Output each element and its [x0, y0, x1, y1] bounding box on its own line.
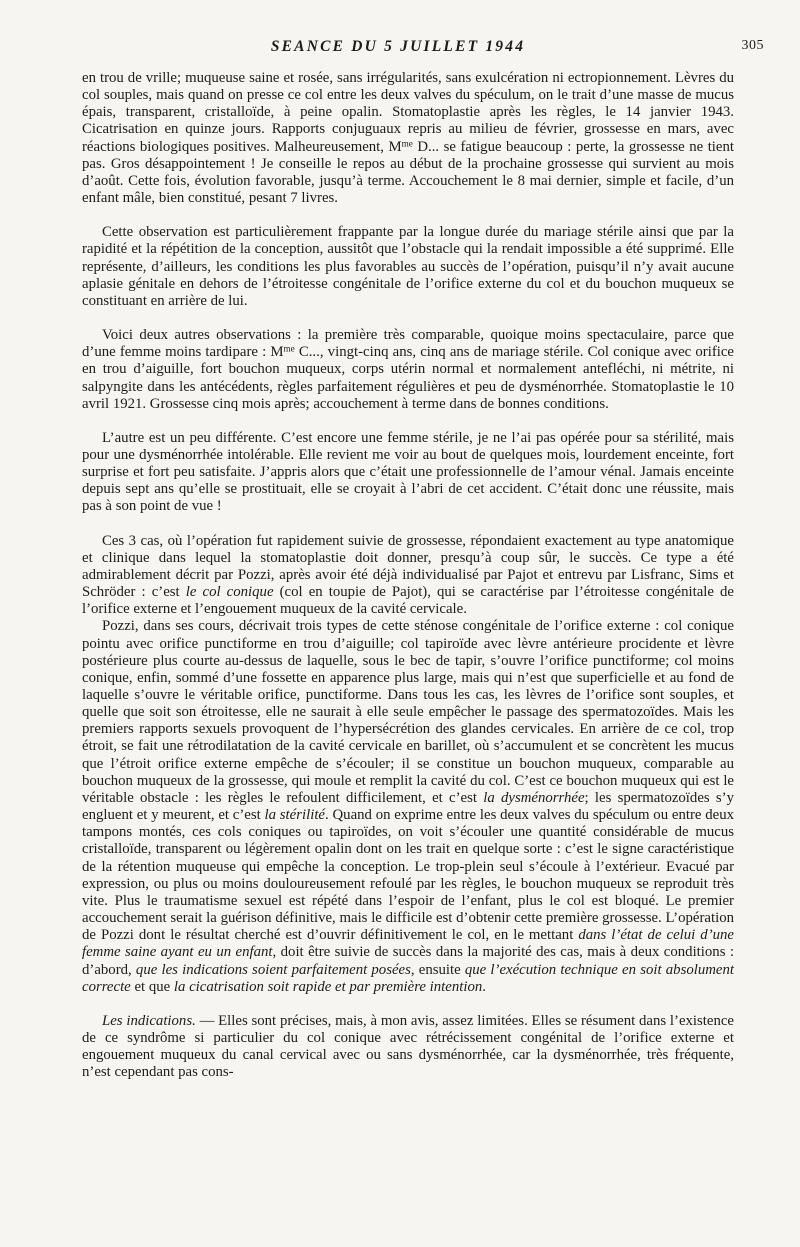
- emphasis-etat-femme-saine: dans l’état de celui d’une femme saine ayant eu un enfant: [82, 927, 734, 961]
- paragraph-gap: [82, 413, 734, 430]
- paragraph-6-text-c: . Quand on exprime entre les deux valves du spéculum ou entre deux tampons montés, ces cols coniques ou tapiroïdes, on voit s’écouler une quantité considérable de mucus cristalloïde, transparent ou légèrement opalin dont on les trait en quelque sorte : c’est le signe caractéristique de la rétention muqueuse qui empêche la conception. Le trop-plein seul s’écoule à l’extérieur. Evacué par expression, ou plus ou moins douloureusement refoulé par les règles, le bouchon muqueux se reproduit très vite. Plus le traumatisme sexuel est répété dans l’espoir de l’enfant, plus le col est bloqué. Le premier accouchement serait la guérison définitive, mais le difficile est d’obtenir cette première grossesse. L’opération de Pozzi dont le résultat cherché est d’ouvrir définitivement le col, en le mettant: [82, 807, 734, 944]
- paragraph-6-text-b: ; les spermatozoïdes s’y engluent et y meurent, et c’est: [82, 789, 734, 824]
- paragraph-gap: [82, 516, 734, 533]
- paragraph-1-text-a: en trou de vrille; muqueuse saine et rosée, sans irrégularités, sans exulcération ni ectropionnement. Lèvres du col souples, mais quand on presse ce col entre les deux valves du spéculum, on le trait d’une masse de mucus épais, transparent, cristalloïde, à peine opalin. Stomatoplastie après les règles, le 14 janvier 1943. Cicatrisation en quinze jours. Rapports conjuguaux repris au milieu de février, grossesse en mars, avec réactions biologiques positives. Malheureusement, M: [82, 70, 734, 155]
- paragraph-gap: [82, 996, 734, 1013]
- section-heading-indications: Les indications.: [102, 1012, 196, 1029]
- paragraph-1: [82, 70, 734, 207]
- paragraph-3-text-b: C..., vingt-cinq ans, cinq ans de mariage stérile. Col conique avec orifice en trou d’aiguille, fort bouchon muqueux, corps utérin normal et normalement antefléchi, ni métrite, ni salpyngite dans les antécédents, règles parfaitement régulières et peu de dysménorrhée. Stomatoplastie le 10 avril 1921. Grossesse cinq mois après; accouchement à terme dans de bonnes conditions.: [82, 344, 734, 412]
- paragraph-6-text-g: .: [482, 978, 486, 995]
- paragraph-7: [82, 1013, 734, 1082]
- paragraph-7-text: — Elles sont précises, mais, à mon avis, assez limitées. Elles se résument dans l’existence de ce syndrôme si particulier du col conique avec rétrécissement congénital de l’orifice externe et engouement muqueux du canal cervical avec ou sans dysménorrhée, car la dysménorrhée, très fréquente, n’est cependant pas cons-: [82, 1012, 734, 1081]
- paragraph-1-text-b: D... se fatigue beaucoup : perte, la grossesse ne tient pas. Gros désappointement ! Je conseille le repos au début de la prochaine grossesse qui survient au mois d’août. Cette fois, évolution favorable, jusqu’à terme. Accouchement le 8 mai dernier, simple et facile, d’un enfant mâle, bien constitué, pesant 7 livres.: [82, 138, 734, 207]
- emphasis-col-conique: le col conique: [185, 584, 274, 601]
- paragraph-3-text-a: Voici deux autres observations : la première très comparable, quoique moins spectaculaire, parce que d’une femme moins tardipare : M: [82, 327, 734, 361]
- running-title: SEANCE DU 5 JUILLET 1944: [270, 38, 526, 55]
- emphasis-sterilite: la stérilité: [264, 807, 325, 824]
- paragraph-2: Cette observation est particulièrement frappante par la longue durée du mariage stérile ainsi que par la rapidité et la répétition de la conception, aussitôt que l’obstacle qui la rendait impossible a été supprimé. Elle représente, d’ailleurs, les conditions les plus favorables au succès de l’opération, puisqu’il n’y avait aucune aplasie génitale en dehors de l’étroitesse congénitale de l’orifice externe du col et du bouchon muqueux se constituant en arrière de lui.: [82, 224, 734, 309]
- running-header: [60, 38, 764, 60]
- paragraph-gap: [82, 310, 734, 327]
- emphasis-cicatrisation: la cicatrisation soit rapide et par première intention: [173, 978, 483, 995]
- emphasis-execution-technique: que l’exécution technique en soit absolument correcte: [82, 961, 734, 995]
- emphasis-indications: que les indications soient parfaitement posées: [135, 961, 411, 978]
- superscript-me: me: [401, 138, 413, 149]
- paragraph-6-text-a: Pozzi, dans ses cours, décrivait trois types de cette sténose congénitale de l’orifice externe : col conique pointu avec orifice punctiforme en trou d’aiguille; col tapiroïde avec lèvre antérieure procidente et lèvre postérieure plus courte au-dessus de laquelle, sous le bec de tapir, s’ouvre l’orifice punctiforme; col moins conique, enfin, sommé d’une fossette en apparence plus large, mais qui n’est que superficielle et au fond de laquelle s’ouvre le véritable orifice, punctiforme. Dans tous les cas, les lèvres de l’orifice sont souples, et quelle que soit son étroitesse, elle ne saurait à elle seule empêcher le passage des spermatozoïdes. Mais les premiers rapports sexuels provoquent de l’hypersécrétion des glandes cervicales. En arrière de ce col, trop étroit, se fait une rétrodilatation de la cavité cervicale en barillet, où s’accumulent et se concrètent les mucus que l’étroit orifice externe empêche de s’écouler; il se constitue un bouchon muqueux, comparable au bouchon muqueux de la grossesse, qui moule et remplit la cavité du col. C’est ce bouchon muqueux qui est le véritable obstacle : les règles le refoulent difficilement, et c’est: [82, 618, 734, 806]
- paragraph-5-text-b: (col en toupie de Pajot), qui se caractérise par l’étroitesse congénitale de l’orifice externe et l’engouement muqueux de la cavité cervicale.: [82, 584, 734, 618]
- paragraph-5: [82, 533, 734, 619]
- paragraph-4: L’autre est un peu différente. C’est encore une femme stérile, je ne l’ai pas opérée pour sa stérilité, mais pour une dysménorrhée intolérable. Elle revient me voir au bout de quelques mois, lourdement enceinte, fort surprise et fort peu satisfaite. J’appris alors que c’était une professionnelle de l’amour vénal. Jamais enceinte depuis sept ans qu’elle se prostituait, elle se croyait à l’abri de cet accident. C’était donc une réussite, mais pas à son point de vue !: [82, 429, 734, 515]
- paragraph-6-text-d: , doit être suivie de succès dans la majorité des cas, mais à deux conditions : d’abord,: [82, 944, 734, 978]
- paragraph-6-text-f: et que: [130, 978, 174, 995]
- paragraph-3: [82, 327, 734, 413]
- paragraph-5-text-a: Ces 3 cas, où l’opération fut rapidement suivie de grossesse, répondaient exactement au type anatomique et clinique dans lequel la stomatoplastie doit donner, presqu’à coup sûr, le succès. Ce type a été admirablement décrit par Pozzi, après avoir été déjà individualisé par Pajot et entrevu par Lisfranc, Sims et Schröder : c’est: [82, 532, 734, 601]
- paragraph-6-text-e: , ensuite: [410, 961, 465, 978]
- emphasis-dysmenorrhee: la dysménorrhée: [483, 789, 585, 806]
- paragraph-6: [82, 618, 734, 995]
- page-number: 305: [741, 38, 764, 53]
- paragraph-gap: [82, 207, 734, 224]
- superscript-me: me: [283, 343, 295, 354]
- body-text: [82, 70, 734, 1081]
